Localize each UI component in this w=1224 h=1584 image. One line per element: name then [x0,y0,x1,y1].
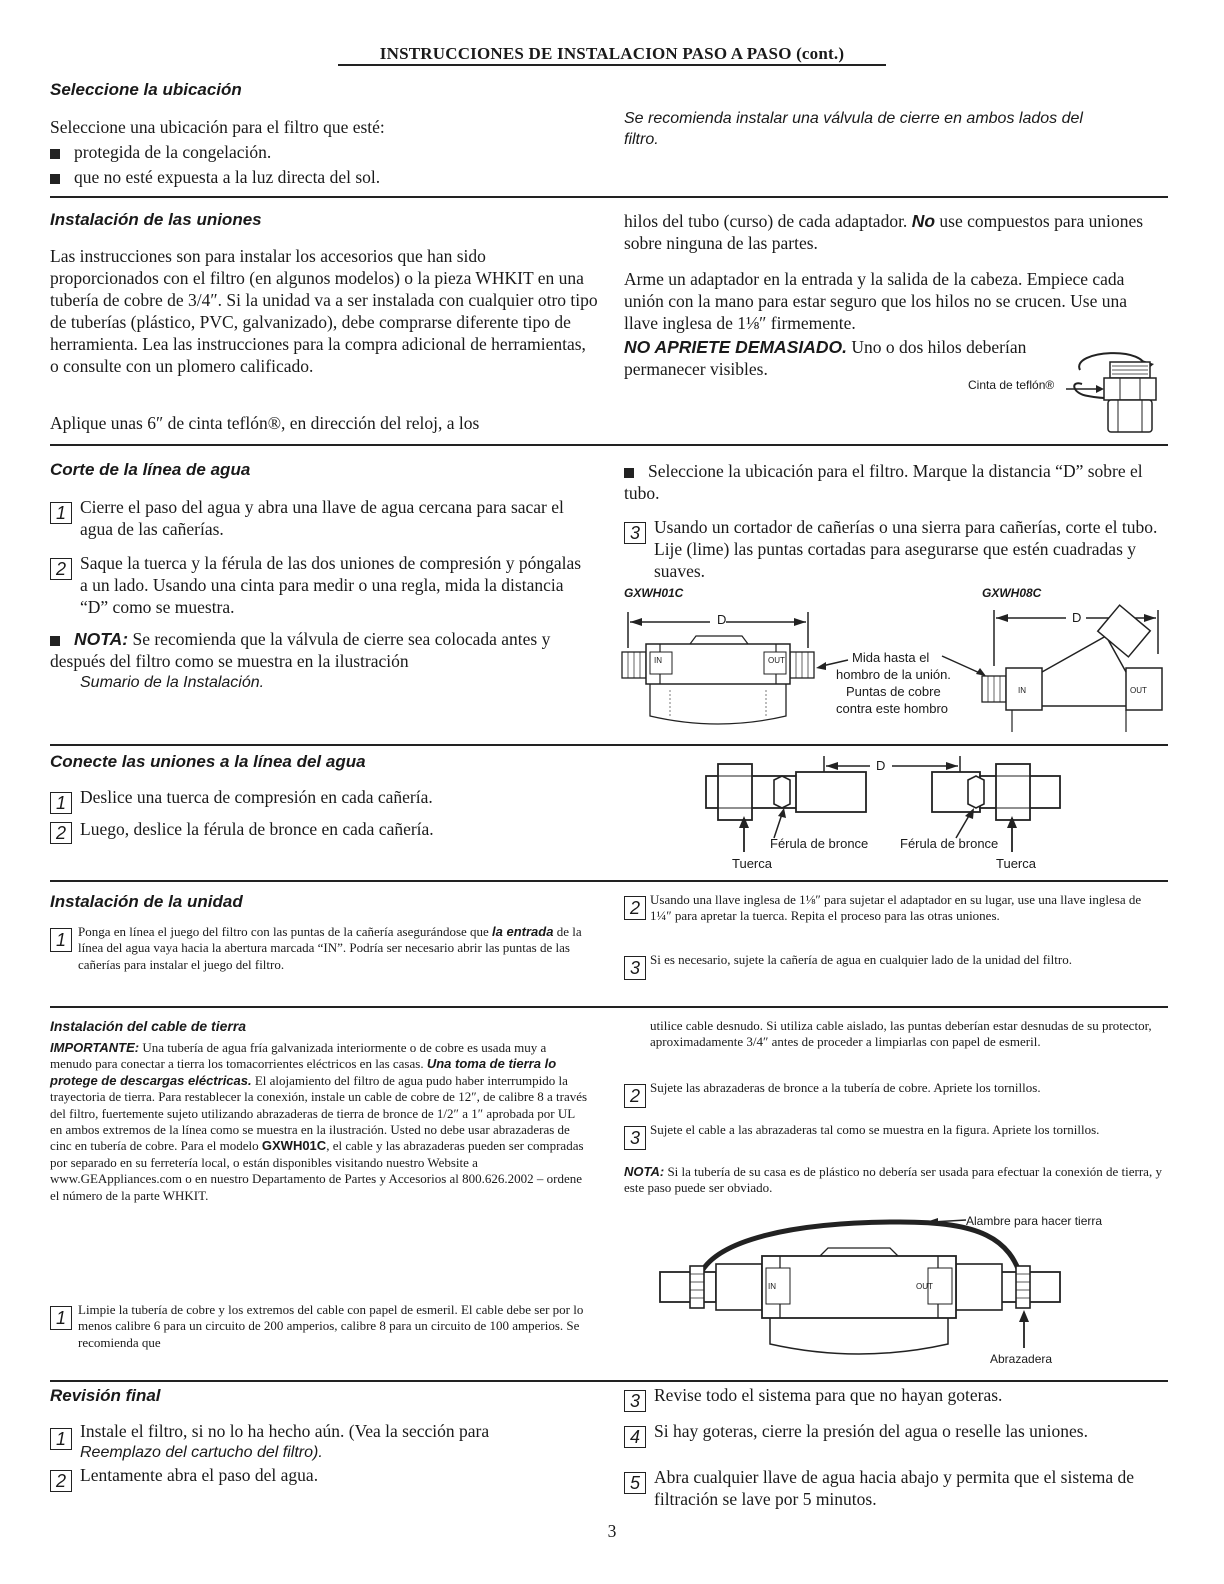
out-label-right: OUT [1130,686,1147,695]
revision-step-4: Si hay goteras, cierre la presión del agua o reselle las uniones. [654,1421,1088,1441]
step-number-5: 5 [624,1472,646,1494]
revision-step-5: Abra cualquier llave de agua hacia abajo y permita que el sistema de filtración se lave por 5 minutos. [654,1467,1135,1509]
model-gxwh01c: GXWH01C [624,586,684,600]
filter-gxwh08c-illustration [976,606,1168,736]
teflon-label: Cinta de teflón® [968,378,1055,392]
section-heading-tierra: Instalación del cable de tierra [50,1018,247,1034]
divider [50,1006,1168,1008]
uniones-paragraph-1: Las instrucciones son para instalar los accesorios que han sido proporcionados con el filtro (en algunos modelos) o la pieza WHKIT en una tubería de cobre de 3/4″. Si la unidad va a ser instalada con cualquier otro tipo de tuberías (plástico, PVC, galvanizado), debe comprarse diferente tipo de herramienta. Lea las instrucciones para la compra adicional de herramientas, o consulte con un plomero calificado. [50,246,598,376]
step-number-4: 4 [624,1426,646,1448]
corte-right-bullet: Seleccione la ubicación para el filtro. Marque la distancia “D” sobre el tubo. [624,461,1143,503]
section-heading-ubicacion: Seleccione la ubicación [50,80,242,99]
section-heading-unidad: Instalación de la unidad [50,892,243,911]
model-gxwh08c: GXWH08C [982,586,1042,600]
step-number-1: 1 [50,928,72,952]
ubicacion-intro: Seleccione una ubicación para el filtro que esté: [50,117,385,137]
divider [50,1380,1168,1382]
revision-step-1: Instale el filtro, si no lo ha hecho aún. (Vea la sección para [80,1421,490,1441]
tierra-step-2: Sujete las abrazaderas de bronce a la tubería de cobre. Apriete los tornillos. [650,1080,1041,1095]
uniones-paragraph-5b: permanecer visibles. [624,359,768,379]
corte-step-2: Saque la tuerca y la férula de las dos uniones de compresión y póngalas a un lado. Usando una cinta para medir o una regla, mida la distancia “D” como se muestra. [80,553,582,617]
out-label: OUT [916,1282,933,1291]
revision-step-1-ref: Reemplazo del cartucho del filtro). [80,1444,323,1461]
divider [50,880,1168,882]
step-number-2: 2 [624,1084,646,1108]
in-label-left: IN [654,656,662,665]
unidad-step-3: Si es necesario, sujete la cañería de agua en cualquier lado de la unidad del filtro. [650,952,1072,967]
ferula-label-right: Férula de bronce [900,836,999,851]
conecte-step-1: Deslice una tuerca de compresión en cada cañería. [80,787,433,807]
step-number-3: 3 [624,956,646,980]
tierra-step-1: Limpie la tubería de cobre y los extremos del cable con papel de esmeril. El cable debe ser por lo menos calibre 6 para un circuito de 200 amperios, calibre 8 para un circuito de 100 amperios. Se recomienda que [78,1302,584,1350]
callout-text-4: contra este hombro [836,701,949,716]
tierra-step-3: Sujete el cable a las abrazaderas tal como se muestra en la figura. Apriete los tornillos. [650,1122,1100,1137]
step-number-2: 2 [50,822,72,844]
dimension-d-left: D [717,612,727,627]
step-number-1: 1 [50,792,72,814]
in-label-right: IN [1018,686,1026,695]
uniones-paragraph-4: Arme un adaptador en la entrada y la salida de la cabeza. Empiece cada unión con la mano para estar seguro que los hilos no se crucen. Use una llave inglesa de 1⅛″ firmemente. [624,269,1127,333]
uniones-paragraph-2: Aplique unas 6″ de cinta teflón®, en dirección del reloj, a los [50,413,480,433]
page-number: 3 [607,1521,617,1541]
conecte-step-2: Luego, deslice la férula de bronce en cada cañería. [80,819,434,839]
revision-step-2: Lentamente abra el paso del agua. [80,1465,319,1485]
callout-text-1: Mida hasta el [852,650,930,665]
step-number-2: 2 [50,558,72,580]
out-label-left: OUT [768,656,785,665]
in-label: IN [768,1282,776,1291]
step-number-3: 3 [624,522,646,544]
section-heading-corte: Corte de la línea de agua [50,460,251,479]
step-number-1: 1 [50,1428,72,1450]
uniones-paragraph-3: hilos del tubo (curso) de cada adaptador. No use compuestos para uniones sobre ninguna de las partes. [624,211,1144,253]
tuerca-label-right: Tuerca [996,856,1036,871]
callout-text-2: hombro de la unión. [836,667,951,682]
alambre-label: Alambre para hacer tierra [966,1214,1103,1228]
tierra-paragraph-1: IMPORTANTE: Una tubería de agua fría galvanizada interiormente o de cobre es usada muy a menudo para conectar a tierra los tomacorrientes eléctricos en las casas. Una toma de tierra lo protege de descargas eléctricas. El alojamiento del filtro de agua pudo haber interrumpido la trayectoria de tierra. Para restablecer la conexión, instale un cable de cobre de 12″, de calibre 8 a través del filtro, fuertemente sujeto utilizando abrazaderas de tierra de bronce de 1/2″ a 1″ aprobada por UL en ambos extremos de la línea como se muestra en la ilustración. Usted no debe usar abrazaderas de cinc en tubería de cobre. Para el modelo GXWH01C, el cable y las abrazaderas pueden ser compradas por separado en su ferretería local, o están disponibles visitando nuestro Website a www.GEAppliances.com o en nuestro Departamento de Partes y Accesorios al 800.626.2002 – ordene el número de la parte WHKIT. [50,1040,588,1203]
unidad-step-2: Usando una llave inglesa de 1⅛″ para sujetar el adaptador en su lugar, use una llave inglesa de 1¼″ para apretar la tuerca. Repita el proceso para las otras uniones. [650,892,1142,924]
tuerca-label-left: Tuerca [732,856,772,871]
teflon-arrow [1066,384,1106,394]
corte-step-3: Usando un cortador de cañerías o una sierra para cañerías, corte el tubo. Lije (lime) las puntas cortadas para asegurarse que estén cuadradas y suaves. [654,517,1158,581]
ubicacion-note: Se recomienda instalar una válvula de cierre en ambos lados del filtro. [624,110,1083,148]
ubicacion-bullet-2: que no esté expuesta a la luz directa del sol. [50,166,380,188]
tierra-step-1-cont: utilice cable desnudo. Si utiliza cable aislado, las puntas deberían estar desnudas de su protector, aproximadamente 3/4″ antes de proceder a limpiarlas con papel de esmeril. [650,1018,1152,1050]
corte-nota-ref: Sumario de la Instalación. [80,674,265,691]
divider [50,196,1168,198]
section-heading-conecte: Conecte las uniones a la línea del agua [50,752,366,771]
uniones-paragraph-5: NO APRIETE DEMASIADO. Uno o dos hilos deberían [624,337,1027,357]
callout-text-3: Puntas de cobre [846,684,941,699]
title-underline [338,64,886,66]
dimension-d-right: D [1072,610,1082,625]
corte-step-1: Cierre el paso del agua y abra una llave de agua cercana para sacar el agua de las cañerías. [80,497,564,539]
step-number-1: 1 [50,1306,72,1330]
step-number-2: 2 [50,1470,72,1492]
unidad-step-1: Ponga en línea el juego del filtro con las puntas de la cañería asegurándose que la entrada de la línea del agua vaya hacia la abertura marcada “IN”. Podría ser necesario abrir las puntas de las cañerías para instalar el juego del filtro. [78,924,582,972]
tierra-nota: NOTA: Si la tubería de su casa es de plástico no debería ser usada para efectuar la conexión de tierra, y este paso puede ser obviado. [624,1164,1162,1196]
ubicacion-bullet-1: protegida de la congelación. [50,141,271,163]
page-title: INSTRUCCIONES DE INSTALACION PASO A PASO (cont.) [379,44,845,63]
divider [50,744,1168,746]
abrazadera-label: Abrazadera [990,1352,1053,1366]
corte-nota: NOTA: Se recomienda que la válvula de cierre sea colocada antes y después del filtro como se muestra en la ilustración [50,629,551,671]
ground-wire-illustration [650,1208,1070,1368]
step-number-3: 3 [624,1390,646,1412]
step-number-3: 3 [624,1126,646,1150]
revision-step-3: Revise todo el sistema para que no hayan goteras. [654,1385,1003,1405]
section-heading-uniones: Instalación de las uniones [50,210,262,229]
divider [50,444,1168,446]
ferula-label-left: Férula de bronce [770,836,869,851]
step-number-1: 1 [50,502,72,524]
step-number-2: 2 [624,896,646,920]
section-heading-revision: Revisión final [50,1386,161,1405]
dimension-d: D [876,758,886,773]
